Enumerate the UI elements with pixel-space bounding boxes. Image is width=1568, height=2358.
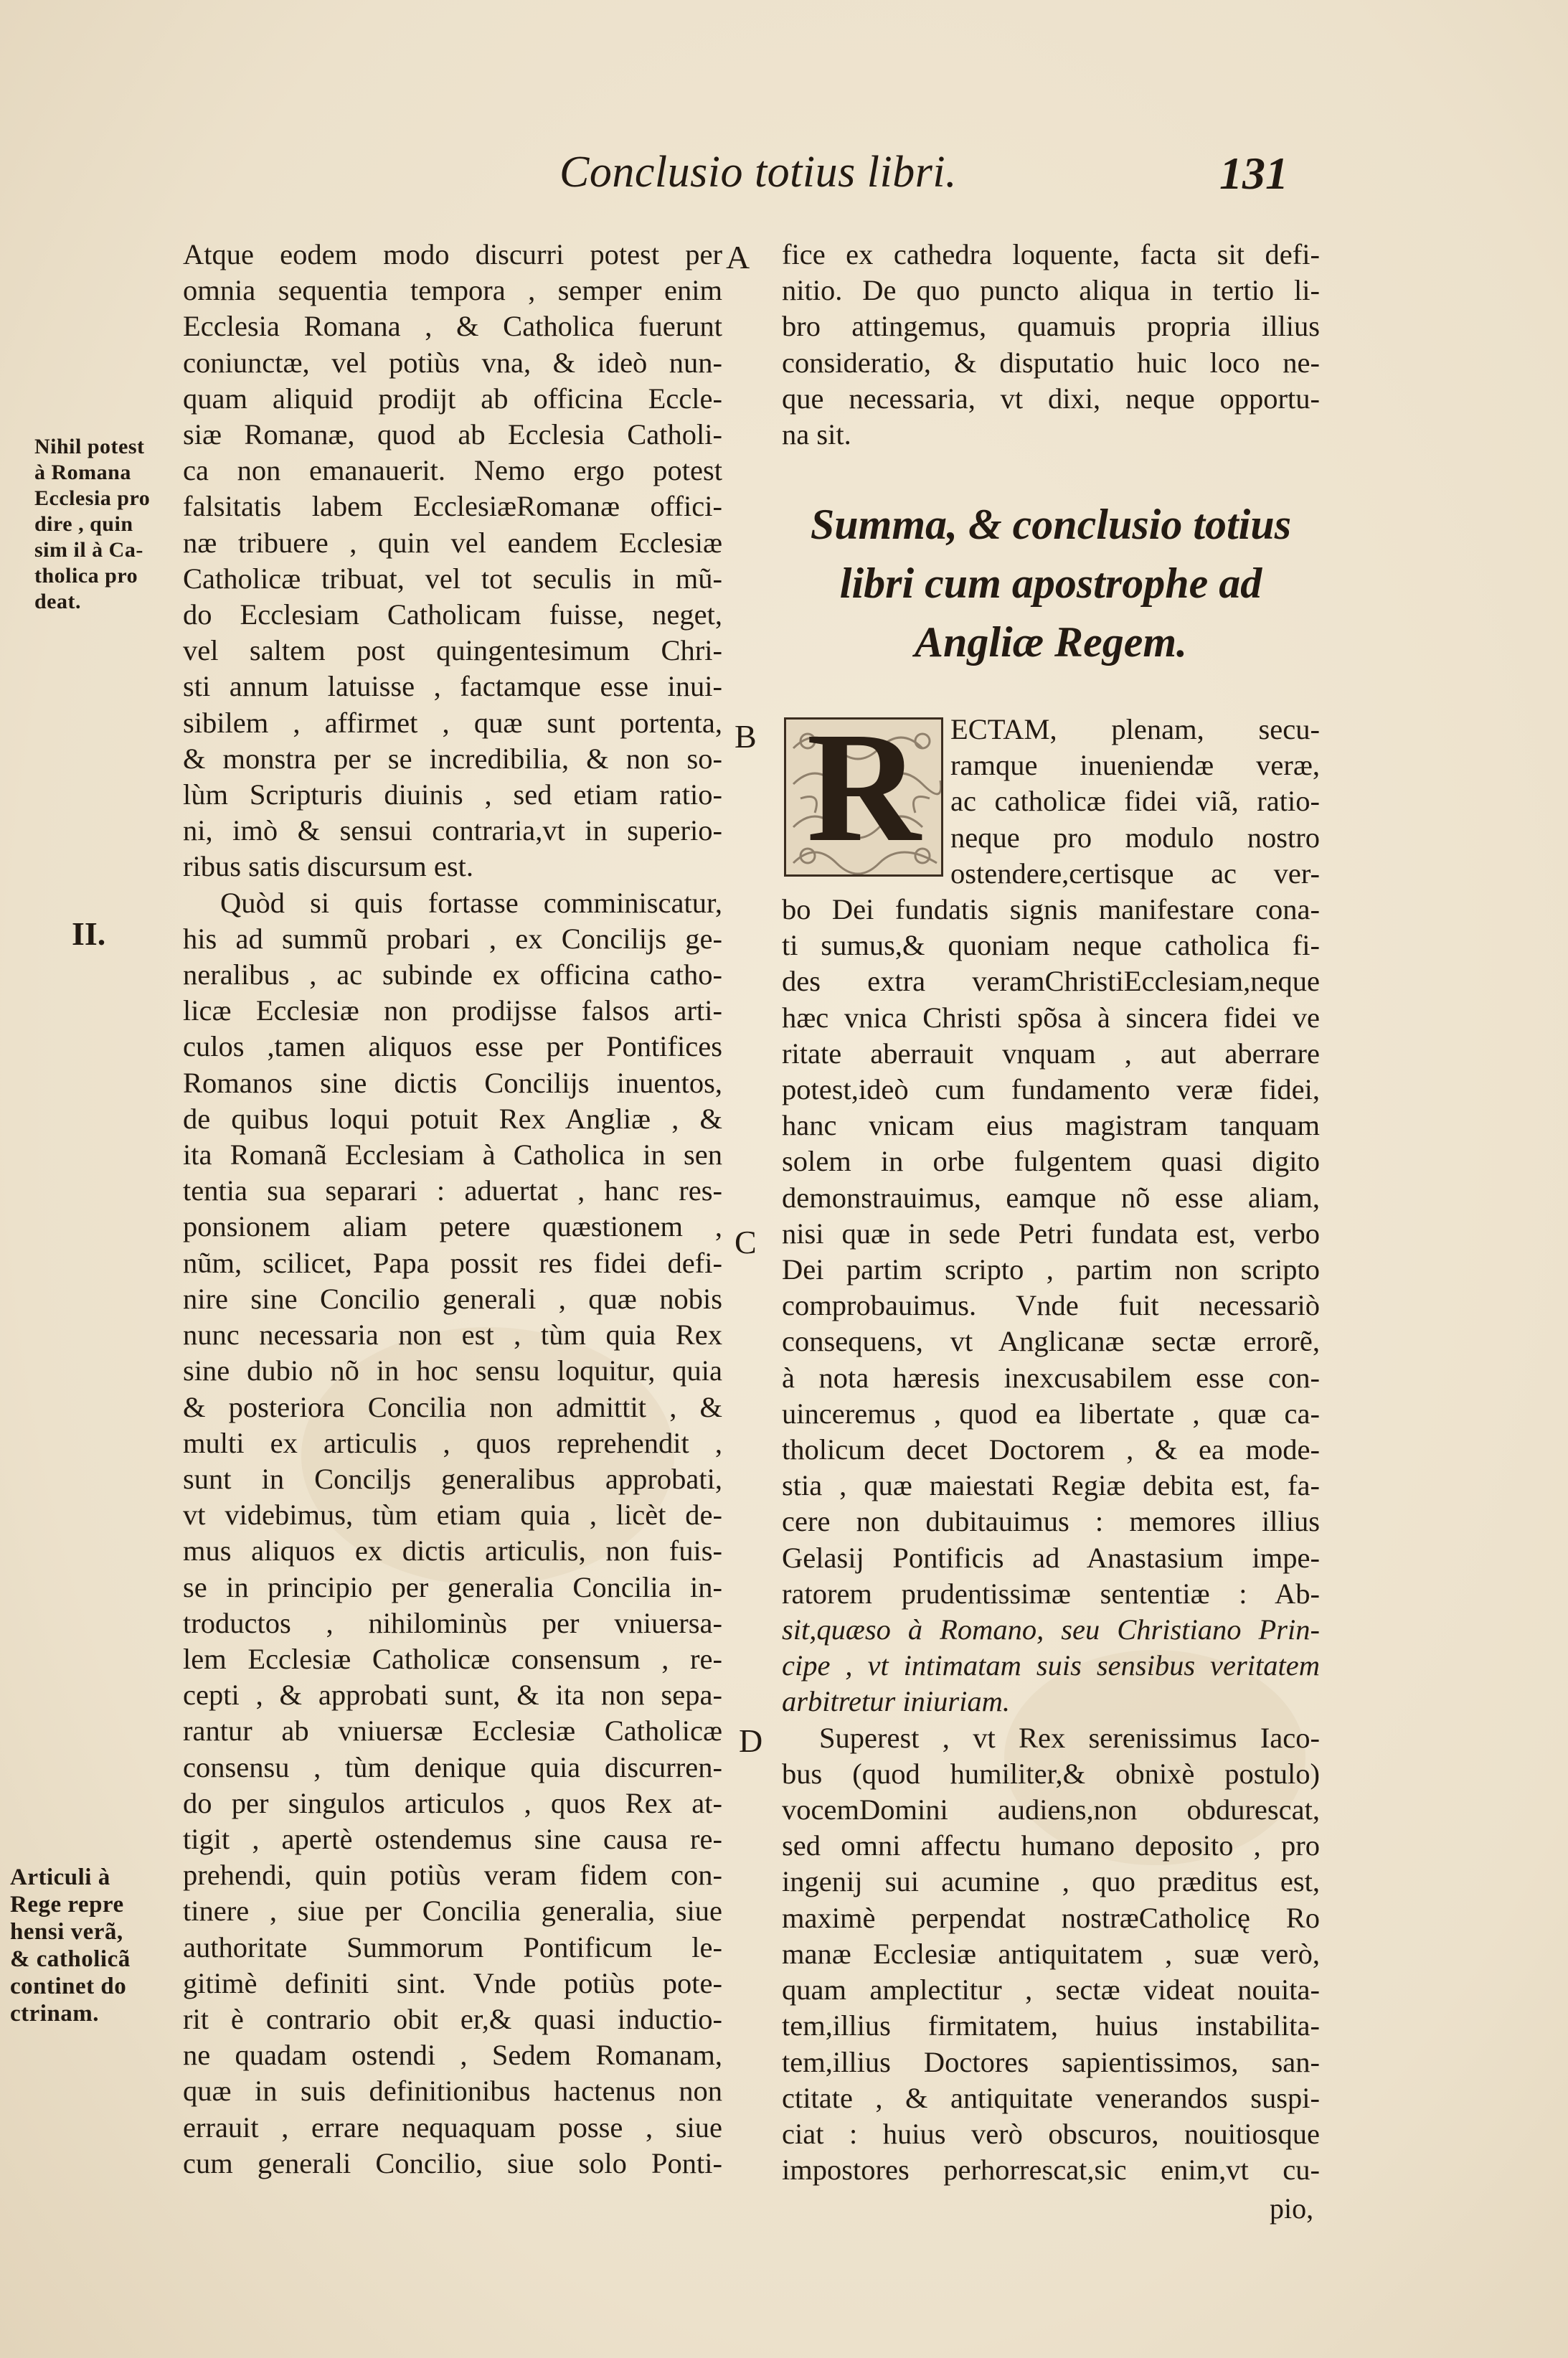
text-line: tem,illius Doctores sapientissimos, san- xyxy=(782,2045,1320,2078)
text-line: bo Dei fundatis signis manifestare cona- xyxy=(782,893,1320,925)
text-line: maximè perpendat nostræCatholicę Ro xyxy=(782,1901,1320,1934)
text-line: cipe , vt intimatam suis sensibus veritatem xyxy=(782,1649,1320,1682)
text-line: sibilem , affirmet , quæ sunt portenta, xyxy=(183,706,722,739)
text-line: nũm, scilicet, Papa possit res fidei defi- xyxy=(183,1246,722,1279)
text-line: se in principio per generalia Concilia in- xyxy=(183,1570,722,1603)
text-line: que necessaria, vt dixi, neque opportu- xyxy=(782,382,1320,415)
text-line: siæ Romanæ, quod ab Ecclesia Catholi- xyxy=(183,418,722,451)
text-line: des extra veramChristiEcclesiam,neque xyxy=(782,965,1320,998)
text-line: sti annum latuisse , factamque esse inui- xyxy=(183,670,722,703)
margin-note-line: continet do xyxy=(10,1973,127,1999)
margin-note-line: Rege repre xyxy=(10,1892,124,1918)
text-line: consensu , tùm denique quia discurren- xyxy=(183,1750,722,1783)
right-column-dropcap-lines xyxy=(950,712,1320,892)
text-line: ratorem prudentissimæ sententiæ : Ab- xyxy=(782,1577,1320,1610)
margin-note-line: Nihil potest xyxy=(34,435,145,458)
margin-note-line: tholica pro xyxy=(34,564,138,588)
text-line: quam aliquid prodijt ab officina Eccle- xyxy=(183,382,722,415)
text-line: bus (quod humiliter,& obnixè postulo) xyxy=(782,1757,1320,1790)
text-line: mus aliquos ex dictis articulis, non fuis- xyxy=(183,1534,722,1567)
margin-note-line: & catholicã xyxy=(10,1946,131,1972)
text-line: ctitate , & antiquitate venerandos suspi- xyxy=(782,2081,1320,2114)
text-line: tinere , siue per Concilia generalia, siue xyxy=(183,1895,722,1928)
margin-note-1 xyxy=(34,434,178,615)
text-line: ni, imò & sensui contraria,vt in superio- xyxy=(183,814,722,847)
margin-note-line: hensi verã, xyxy=(10,1919,123,1945)
text-line: Quòd si quis fortasse comminiscatur, xyxy=(220,886,722,919)
text-line: nire sine Concilio generali , quæ nobis xyxy=(183,1282,722,1315)
text-line: do per singulos articulos , quos Rex at- xyxy=(183,1786,722,1819)
text-line: uinceremus , quod ea libertate , quæ ca- xyxy=(782,1397,1320,1430)
text-line: vel saltem post quingentesimum Chri- xyxy=(183,634,722,667)
text-line: prehendi, quin potiùs veram fidem con- xyxy=(183,1859,722,1892)
text-line: nisi quæ in sede Petri fundata est, verbo xyxy=(782,1217,1320,1250)
catchword: pio, xyxy=(1270,2192,1314,2225)
text-line: vocemDomini audiens,non obdurescat, xyxy=(782,1793,1320,1826)
text-line: ponsionem aliam petere quæstionem , xyxy=(183,1210,722,1243)
margin-note-line: dire , quin xyxy=(34,512,133,536)
text-line: à nota hæresis inexcusabilem esse con- xyxy=(782,1361,1320,1394)
text-line: do Ecclesiam Catholicam fuisse, neget, xyxy=(183,598,722,631)
text-line: & posteriora Concilia non admittit , & xyxy=(183,1390,722,1423)
text-line: manæ Ecclesiæ antiquitatem , suæ verò, xyxy=(782,1937,1320,1970)
text-line: tem,illius firmitatem, huius instabilita- xyxy=(782,2009,1320,2042)
text-line: nunc necessaria non est , tùm quia Rex xyxy=(183,1319,722,1352)
text-line: potest,ideò cum fundamento veræ fidei, xyxy=(782,1073,1320,1106)
decorated-initial xyxy=(784,717,943,877)
text-line: cere non dubitauimus : memores illius xyxy=(782,1505,1320,1538)
text-line: ECTAM, plenam, secu- xyxy=(950,713,1320,745)
margin-note-line: Articuli à xyxy=(10,1864,110,1890)
text-line: neque pro modulo nostro xyxy=(950,821,1320,854)
text-line: vt videbimus, tùm etiam quia , licèt de- xyxy=(183,1499,722,1532)
text-line: ca non emanauerit. Nemo ergo potest xyxy=(183,454,722,487)
text-line: lùm Scripturis diuinis , sed etiam ratio- xyxy=(183,778,722,811)
text-line: rantur ab vniuersæ Ecclesiæ Catholicæ xyxy=(183,1715,722,1748)
text-line: ritate aberrauit vnquam , aut aberrare xyxy=(782,1037,1320,1070)
text-line: troductos , nihilominùs per vniuersa- xyxy=(183,1606,722,1639)
right-column-body xyxy=(782,892,1320,2188)
text-line: ostendere,certisque ac ver- xyxy=(950,857,1320,890)
text-line: falsitatis labem EcclesiæRomanæ offici- xyxy=(183,490,722,523)
section-letter-d: D xyxy=(739,1722,763,1759)
text-line: coniunctæ, vel potiùs vna, & ideò nun- xyxy=(183,346,722,379)
margin-note-line: deat. xyxy=(34,590,81,613)
text-line: multi ex articulis , quos reprehendit , xyxy=(183,1426,722,1459)
text-line: cum generali Concilio, siue solo Ponti- xyxy=(183,2146,722,2179)
text-line: sit,quæso à Romano, seu Christiano Prin- xyxy=(782,1613,1320,1646)
text-line: & monstra per se incredibilia, & non so- xyxy=(183,742,722,775)
text-line: ciat : huius verò obscuros, nouitiosque xyxy=(782,2117,1320,2150)
text-line: hæc vnica Christi spõsa à sincera fidei ve xyxy=(782,1001,1320,1034)
text-line: gitimè definiti sint. Vnde potiùs pote- xyxy=(183,1966,722,1999)
text-line: de quibus loqui potuit Rex Angliæ , & xyxy=(183,1102,722,1135)
text-line: arbitretur iniuriam. xyxy=(782,1685,1011,1718)
section-heading xyxy=(782,495,1320,671)
text-line: sine dubio nõ in hoc sensu loquitur, quia xyxy=(183,1354,722,1387)
right-column-top xyxy=(782,237,1320,453)
text-line: rit è contrario obit er,& quasi inductio- xyxy=(183,2002,722,2035)
text-line: authoritate Summorum Pontificum le- xyxy=(183,1930,722,1963)
text-line: fice ex cathedra loquente, facta sit defi- xyxy=(782,238,1320,270)
text-line: licæ Ecclesiæ non prodijsse falsos arti- xyxy=(183,994,722,1027)
heading-line: Angliæ Regem. xyxy=(914,618,1187,666)
text-line: his ad summũ probari , ex Concilijs ge- xyxy=(183,922,722,955)
text-line: ingenij sui acumine , quo præditus est, xyxy=(782,1865,1320,1898)
text-line: tholicum decet Doctorem , & ea mode- xyxy=(782,1433,1320,1466)
text-line: lem Ecclesiæ Catholicæ consensum , re- xyxy=(183,1642,722,1675)
section-number: II. xyxy=(72,915,106,952)
text-line: nitio. De quo puncto aliqua in tertio li- xyxy=(782,274,1320,307)
text-line: Romanos sine dictis Concilijs inuentos, xyxy=(183,1066,722,1099)
text-line: quam amplectitur , sectæ videat nouita- xyxy=(782,1973,1320,2006)
text-line: consequens, vt Anglicanæ sectæ errorẽ, xyxy=(782,1325,1320,1358)
text-line: quæ in suis definitionibus hactenus non xyxy=(183,2075,722,2108)
text-line: Catholicæ tribuat, vel tot seculis in mũ- xyxy=(183,562,722,595)
running-title: Conclusio totius libri. xyxy=(559,148,958,197)
section-letter-c: C xyxy=(735,1224,757,1260)
text-line: errauit , errare nequaquam posse , siue xyxy=(183,2111,722,2144)
text-line: Ecclesia Romana , & Catholica fuerunt xyxy=(183,310,722,343)
text-line: hanc vnicam eius magistram tanquam xyxy=(782,1109,1320,1142)
text-line: ne quadam ostendi , Sedem Romanam, xyxy=(183,2039,722,2072)
section-letter-a: A xyxy=(726,239,750,275)
text-line: sunt in Conciljs generalibus approbati, xyxy=(183,1462,722,1495)
margin-note-line: ctrinam. xyxy=(10,2001,100,2027)
text-line: Dei partim scripto , partim non scripto xyxy=(782,1253,1320,1286)
margin-note-2 xyxy=(10,1864,182,2027)
heading-line: Summa, & conclusio totius xyxy=(810,501,1292,548)
margin-note-line: Ecclesia pro xyxy=(34,486,151,510)
text-line: ti sumus,& quoniam neque catholica fi- xyxy=(782,929,1320,962)
text-line: Gelasij Pontificis ad Anastasium impe- xyxy=(782,1541,1320,1574)
text-line: Atque eodem modo discurri potest per xyxy=(183,238,722,270)
text-line: culos ,tamen aliquos esse per Pontifices xyxy=(183,1030,722,1063)
margin-note-line: à Romana xyxy=(34,461,131,484)
heading-line: libri cum apostrophe ad xyxy=(839,560,1262,607)
text-line: omnia sequentia tempora , semper enim xyxy=(183,274,722,307)
text-line: neralibus , ac subinde ex officina catho- xyxy=(183,958,722,991)
text-line: næ tribuere , quin vel eandem Ecclesiæ xyxy=(183,526,722,559)
text-line: ramque inueniendæ veræ, xyxy=(950,749,1320,782)
text-line: ac catholicæ fidei viã, ratio- xyxy=(950,785,1320,818)
text-line: tigit , apertè ostendemus sine causa re- xyxy=(183,1822,722,1855)
text-line: ita Romanã Ecclesiam à Catholica in sen xyxy=(183,1138,722,1171)
text-line: comprobauimus. Vnde fuit necessariò xyxy=(782,1289,1320,1322)
drop-cap-letter: R xyxy=(806,717,921,874)
text-line: Superest , vt Rex serenissimus Iaco- xyxy=(819,1721,1320,1754)
text-line: tentia sua separari : aduertat , hanc res- xyxy=(183,1174,722,1207)
text-line: na sit. xyxy=(782,418,851,451)
text-line: sed omni affectu humano deposito , pro xyxy=(782,1829,1320,1862)
text-line: consideratio, & disputatio huic loco ne- xyxy=(782,346,1320,379)
left-column xyxy=(183,237,722,2182)
text-line: solem in orbe fulgentem quasi digito xyxy=(782,1145,1320,1178)
text-line: demonstrauimus, eamque nõ esse aliam, xyxy=(782,1181,1320,1214)
text-line: stia , quæ maiestati Regiæ debita est, fa- xyxy=(782,1469,1320,1502)
page-number: 131 xyxy=(1219,148,1288,199)
margin-note-line: sim il à Ca- xyxy=(34,538,143,562)
text-line: impostores perhorrescat,sic enim,vt cu- xyxy=(782,2154,1320,2187)
text-line: ribus satis discursum est. xyxy=(183,850,473,883)
text-line: bro attingemus, quamuis propria illius xyxy=(782,310,1320,343)
text-line: cepti , & approbati sunt, & ita non sepa- xyxy=(183,1679,722,1712)
section-letter-b: B xyxy=(735,718,757,755)
